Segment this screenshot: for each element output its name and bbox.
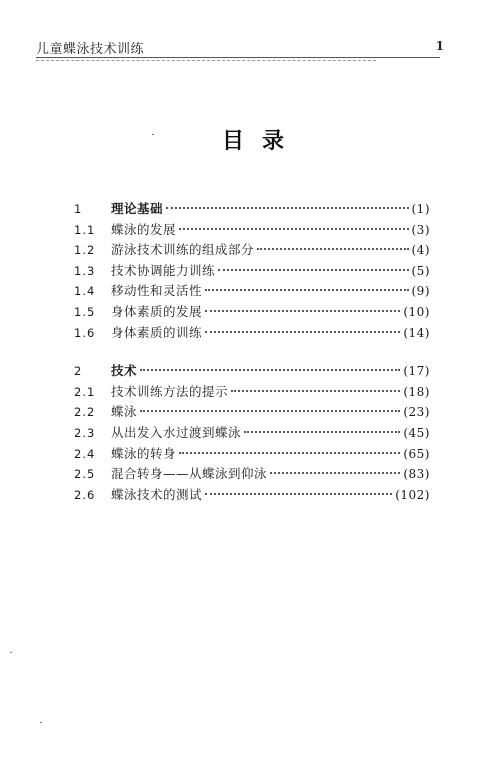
toc-entry-label: 蝶泳的发展 [111, 221, 177, 237]
toc-entry-page: (18) [403, 384, 430, 399]
toc-chapter-2[interactable] [74, 361, 430, 382]
toc-entry-page: (83) [403, 467, 430, 482]
dot-leader [205, 289, 408, 291]
toc-entry-number: 1.1 [74, 222, 96, 237]
dot-leader [257, 248, 408, 250]
toc-entry-number: 2.4 [74, 446, 96, 461]
dot-leader [231, 390, 400, 392]
dot-leader [205, 331, 400, 333]
toc-entry-page: (102) [395, 487, 430, 502]
toc-section-2-6[interactable] [74, 485, 430, 506]
running-header [36, 38, 444, 58]
toc-entry-label: 蝶泳技术的测试 [111, 486, 203, 502]
toc-entry-number: 2.3 [74, 425, 96, 440]
chapter-spacer [74, 343, 430, 361]
toc-chapter-1[interactable] [74, 199, 430, 220]
toc-entry-page: (5) [411, 263, 430, 278]
dot-leader [179, 228, 408, 230]
toc-entry-label: 蝶泳的转身 [111, 445, 177, 461]
toc-entry-number: 1.3 [74, 263, 96, 278]
toc-entry-number: 2.6 [74, 487, 96, 502]
toc-entry-number: 1.5 [74, 304, 96, 319]
toc-entry-number: 1.2 [74, 243, 96, 258]
toc-entry-number: 2.5 [74, 467, 96, 482]
dot-leader [205, 493, 392, 495]
toc-entry-page: (14) [403, 325, 430, 340]
toc-section-1-2[interactable] [74, 240, 430, 261]
toc-section-1-4[interactable] [74, 281, 430, 302]
toc-entry-page: (23) [403, 405, 430, 420]
toc-section-1-6[interactable] [74, 323, 430, 344]
toc-entry-page: (9) [411, 284, 430, 299]
dot-leader [166, 207, 408, 209]
toc-section-2-1[interactable] [74, 382, 430, 403]
toc-entry-number: 1.6 [74, 325, 96, 340]
toc-section-2-5[interactable] [74, 464, 430, 485]
toc-title: 目录 [221, 129, 302, 154]
dot-leader [140, 369, 400, 371]
header-rule [36, 57, 440, 58]
toc-entry-page: (45) [403, 425, 430, 440]
toc-entry-page: (65) [403, 446, 430, 461]
dot-leader [244, 431, 400, 433]
dot-leader [140, 410, 400, 412]
toc-section-2-3[interactable] [74, 423, 430, 444]
toc-entry-label: 蝶泳 [111, 404, 138, 420]
dot-leader [205, 310, 400, 312]
toc-entry-label: 身体素质的训练 [111, 324, 203, 340]
toc-entry-label: 从出发入水过渡到蝶泳 [111, 424, 242, 440]
toc-entry-label: 理论基础 [111, 201, 164, 216]
header-rule-secondary [36, 60, 376, 61]
table-of-contents [74, 199, 430, 505]
toc-entry-label: 移动性和灵活性 [111, 283, 203, 299]
toc-entry-label: 游泳技术训练的组成部分 [111, 242, 255, 258]
toc-entry-number: 2.1 [74, 384, 96, 399]
toc-entry-page: (1) [411, 202, 430, 216]
toc-section-2-4[interactable] [74, 444, 430, 465]
scan-speck [10, 652, 12, 653]
toc-entry-label: 混合转身——从蝶泳到仰泳 [111, 466, 268, 482]
toc-entry-page: (4) [411, 243, 430, 258]
toc-section-1-1[interactable] [74, 220, 430, 241]
book-title: 儿童蝶泳技术训练 [36, 42, 145, 57]
dot-leader [270, 472, 400, 474]
toc-entry-page: (17) [403, 364, 430, 379]
dot-leader [179, 452, 400, 454]
toc-entry-number: 1 [74, 202, 83, 216]
toc-entry-label: 身体素质的发展 [111, 303, 203, 319]
toc-section-2-2[interactable] [74, 402, 430, 423]
toc-entry-label: 技术训练方法的提示 [111, 383, 229, 399]
toc-entry-number: 2.2 [74, 405, 96, 420]
toc-entry-number: 2 [74, 364, 83, 379]
toc-entry-page: (3) [411, 222, 430, 237]
toc-section-1-3[interactable] [74, 261, 430, 282]
toc-entry-page: (10) [403, 304, 430, 319]
toc-section-1-5[interactable] [74, 302, 430, 323]
toc-entry-label: 技术协调能力训练 [111, 262, 216, 278]
toc-entry-number: 1.4 [74, 284, 96, 299]
dot-leader [218, 269, 408, 271]
toc-entry-label: 技术 [111, 363, 138, 379]
page-number: 1 [435, 39, 444, 53]
scan-speck [40, 722, 42, 723]
